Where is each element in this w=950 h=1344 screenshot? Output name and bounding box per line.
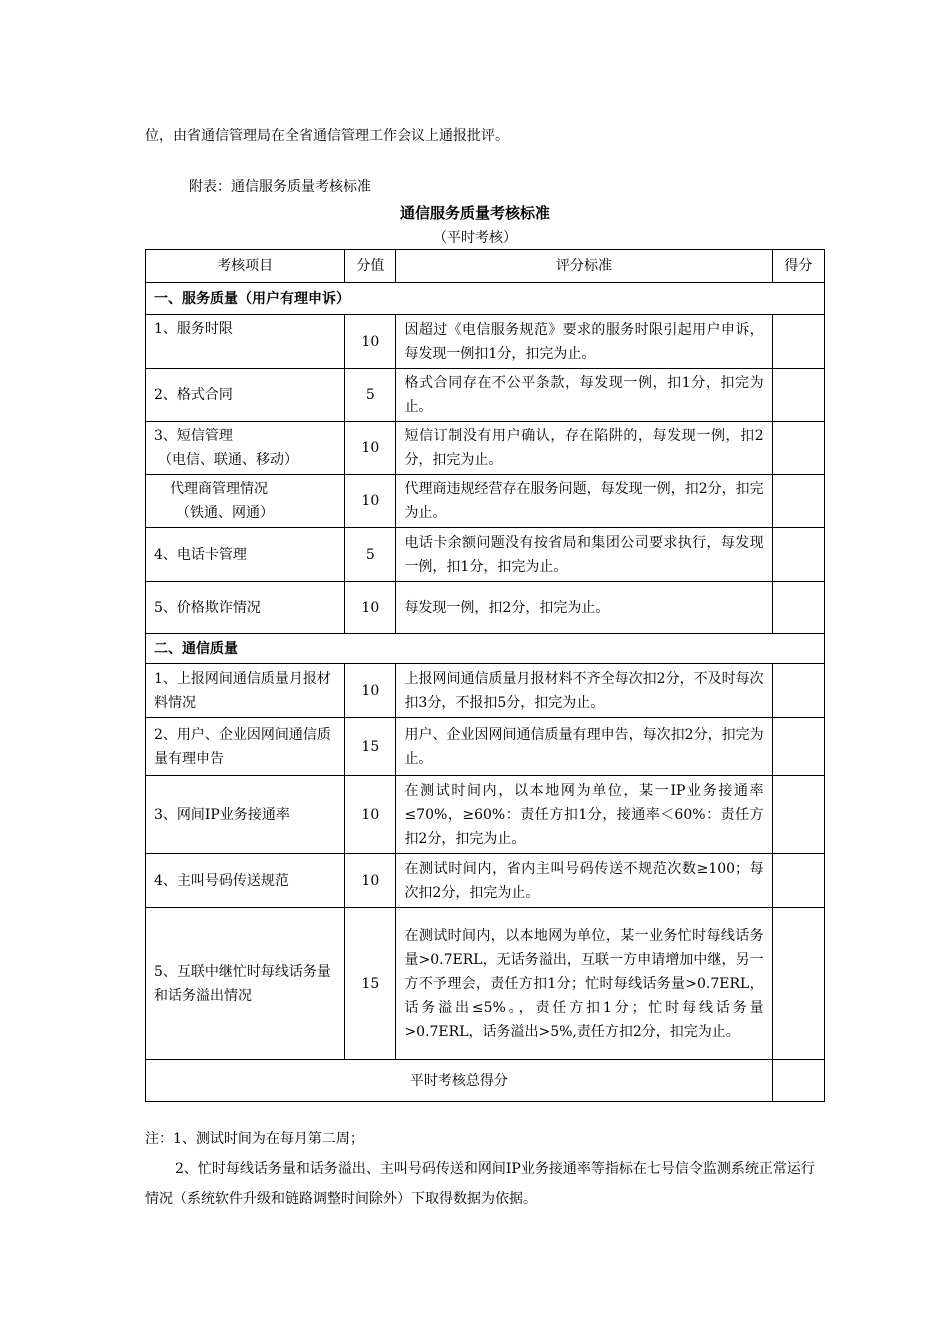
table-row <box>146 854 825 908</box>
total-obtained-cell <box>772 1060 824 1102</box>
item-cell: 1、服务时限 <box>146 315 345 369</box>
table-row <box>146 528 825 582</box>
obtained-cell <box>772 718 824 776</box>
score-cell: 15 <box>345 718 396 776</box>
total-label: 平时考核总得分 <box>146 1060 773 1102</box>
note-line-1: 注：1、测试时间为在每月第二周； <box>145 1131 364 1147</box>
obtained-cell <box>772 315 824 369</box>
score-cell: 5 <box>345 369 396 422</box>
table-row <box>146 718 825 776</box>
table-row <box>146 582 825 634</box>
notes-block <box>145 1124 825 1214</box>
intro-paragraph: 位，由省通信管理局在全省通信管理工作会议上通报批评。 <box>145 128 509 144</box>
item-cell: 5、价格欺诈情况 <box>146 582 345 634</box>
table-title: 通信服务质量考核标准 <box>399 204 550 222</box>
item-cell: 4、主叫号码传送规范 <box>146 854 345 908</box>
item-cell: 4、电话卡管理 <box>146 528 345 582</box>
header-row <box>146 250 825 283</box>
item-cell <box>146 475 345 528</box>
item-cell: 2、用户、企业因网间通信质量有理申告 <box>146 718 345 776</box>
item-line: 代理商管理情况 <box>170 481 268 497</box>
table-row <box>146 908 825 1060</box>
criteria-cell: 每发现一例，扣2分，扣完为止。 <box>396 582 772 634</box>
criteria-cell: 上报网间通信质量月报材料不齐全每次扣2分，不及时每次扣3分，不报扣5分，扣完为止。 <box>396 664 772 718</box>
header-obtained: 得分 <box>772 250 824 283</box>
table-row <box>146 664 825 718</box>
obtained-cell <box>772 854 824 908</box>
item-line: 3、短信管理 <box>154 428 233 444</box>
criteria-cell: 在测试时间内，以本地网为单位，某一IP业务接通率≤70%，≥60%：责任方扣1分，接通率＜60%：责任方扣2分，扣完为止。 <box>396 776 772 854</box>
obtained-cell <box>772 776 824 854</box>
item-cell: 3、网间IP业务接通率 <box>146 776 345 854</box>
criteria-cell: 用户、企业因网间通信质量有理申告，每次扣2分，扣完为止。 <box>396 718 772 776</box>
table-row <box>146 315 825 369</box>
item-cell <box>146 422 345 475</box>
score-cell: 10 <box>345 422 396 475</box>
obtained-cell <box>772 475 824 528</box>
item-cell: 1、上报网间通信质量月报材料情况 <box>146 664 345 718</box>
note-line-2: 2、忙时每线话务量和话务溢出、主叫号码传送和网间IP业务接通率等指标在七号信令监测系统正常运行情况（系统软件升级和链路调整时间除外）下取得数据为依据。 <box>145 1161 815 1207</box>
section-title: 一、服务质量（用户有理申诉） <box>146 283 825 315</box>
appendix-label: 附表：通信服务质量考核标准 <box>189 179 371 195</box>
criteria-cell: 代理商违规经营存在服务问题，每发现一例，扣2分，扣完为止。 <box>396 475 772 528</box>
section-title: 二、通信质量 <box>146 634 825 664</box>
table-row <box>146 776 825 854</box>
section-row <box>146 283 825 315</box>
total-row <box>146 1060 825 1102</box>
table-row <box>146 422 825 475</box>
item-cell: 5、互联中继忙时每线话务量和话务溢出情况 <box>146 908 345 1060</box>
obtained-cell <box>772 422 824 475</box>
assessment-table <box>145 249 825 1102</box>
criteria-cell: 格式合同存在不公平条款，每发现一例，扣1分，扣完为止。 <box>396 369 772 422</box>
obtained-cell <box>772 369 824 422</box>
table-row <box>146 369 825 422</box>
header-item: 考核项目 <box>146 250 345 283</box>
score-cell: 10 <box>345 854 396 908</box>
score-cell: 10 <box>345 664 396 718</box>
score-cell: 15 <box>345 908 396 1060</box>
obtained-cell <box>772 528 824 582</box>
criteria-cell: 在测试时间内，以本地网为单位，某一业务忙时每线话务量>0.7ERL，无话务溢出，互联一方申请增加中继，另一方不予理会，责任方扣1分；忙时每线话务量>0.7ERL，话务溢出≤5%。，责任方扣1分；忙时每线话务量>0.7ERL，话务溢出>5%,责任方扣2分，扣完为止。 <box>396 908 772 1060</box>
criteria-cell: 电话卡余额问题没有按省局和集团公司要求执行，每发现一例，扣1分，扣完为止。 <box>396 528 772 582</box>
score-cell: 5 <box>345 528 396 582</box>
obtained-cell <box>772 908 824 1060</box>
obtained-cell <box>772 664 824 718</box>
header-criteria: 评分标准 <box>396 250 772 283</box>
table-row <box>146 475 825 528</box>
item-subline: （铁通、网通） <box>176 505 274 521</box>
score-cell: 10 <box>345 776 396 854</box>
score-cell: 10 <box>345 315 396 369</box>
item-subline: （电信、联通、移动） <box>158 452 298 468</box>
table-subtitle: （平时考核） <box>433 230 517 246</box>
header-score: 分值 <box>345 250 396 283</box>
criteria-cell: 在测试时间内，省内主叫号码传送不规范次数≥100；每次扣2分，扣完为止。 <box>396 854 772 908</box>
criteria-cell: 因超过《电信服务规范》要求的服务时限引起用户申诉，每发现一例扣1分，扣完为止。 <box>396 315 772 369</box>
score-cell: 10 <box>345 582 396 634</box>
score-cell: 10 <box>345 475 396 528</box>
item-cell: 2、格式合同 <box>146 369 345 422</box>
criteria-cell: 短信订制没有用户确认，存在陷阱的，每发现一例，扣2分，扣完为止。 <box>396 422 772 475</box>
obtained-cell <box>772 582 824 634</box>
section-row <box>146 634 825 664</box>
